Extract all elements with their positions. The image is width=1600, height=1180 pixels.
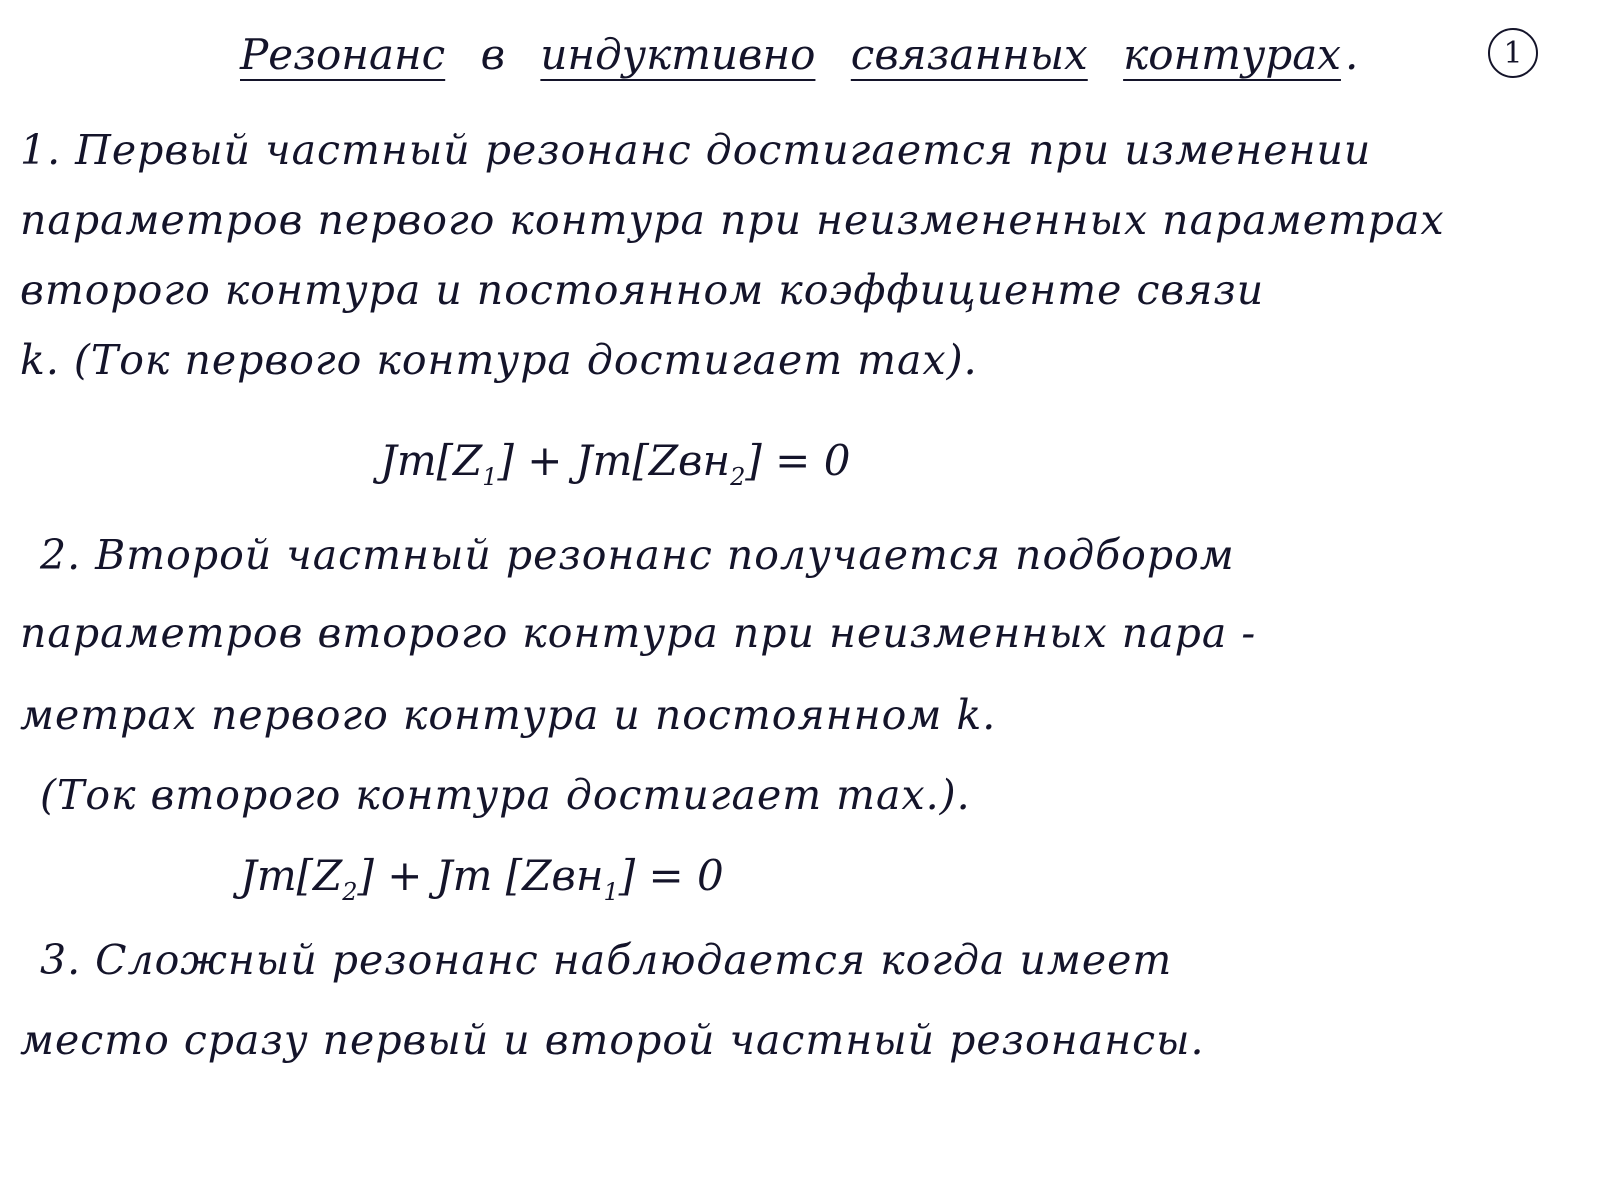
section2-line-3: метрах первого контура и постоянном k. [20,691,997,739]
title-dot: . [1344,30,1359,79]
formula-1-part-c: ] = 0 [745,436,851,485]
section2-line-4: (Ток второго контура достигает max.). [40,771,971,819]
section3-line-2: место сразу первый и второй частный резонансы. [20,1016,1205,1064]
section1-line-1: 1. Первый частный резонанс достигается при изменении [20,126,1372,174]
title-word-resonance: Резонанс [240,30,446,79]
formula-2-part-b: ] + Jm [Zвн [357,851,604,900]
title-word-inductively: индуктивно [540,30,816,79]
formula-1-part-b: ] + Jm[Zвн [497,436,731,485]
formula-2-sub-b: 1 [603,878,619,906]
formula-2-sub-a: 2 [342,878,358,906]
title-word-in: в [480,30,506,79]
page-title [240,30,1380,79]
section1-line-3: второго контура и постоянном коэффициенте связи [20,266,1265,314]
formula-2-part-c: ] = 0 [618,851,724,900]
page-number-circle: 1 [1488,28,1538,78]
section2-line-1: 2. Второй частный резонанс получается подбором [40,531,1235,579]
formula-2-part-a: Jm[Z [240,851,343,900]
formula-1 [380,436,851,491]
section1-line-2: параметров первого контура при неизмененных параметрах [20,196,1445,244]
formula-2 [240,851,724,906]
section2-line-2: параметров второго контура при неизменных пара - [20,609,1257,657]
title-word-coupled: связанных [850,30,1088,79]
section1-line-4: k. (Ток первого контура достигает max). [20,336,978,384]
formula-1-sub-a: 1 [482,463,498,491]
formula-1-sub-b: 2 [730,463,746,491]
formula-1-part-a: Jm[Z [380,436,483,485]
section3-line-1: 3. Сложный резонанс наблюдается когда имеет [40,936,1173,984]
title-word-circuits: контурах [1123,30,1341,79]
